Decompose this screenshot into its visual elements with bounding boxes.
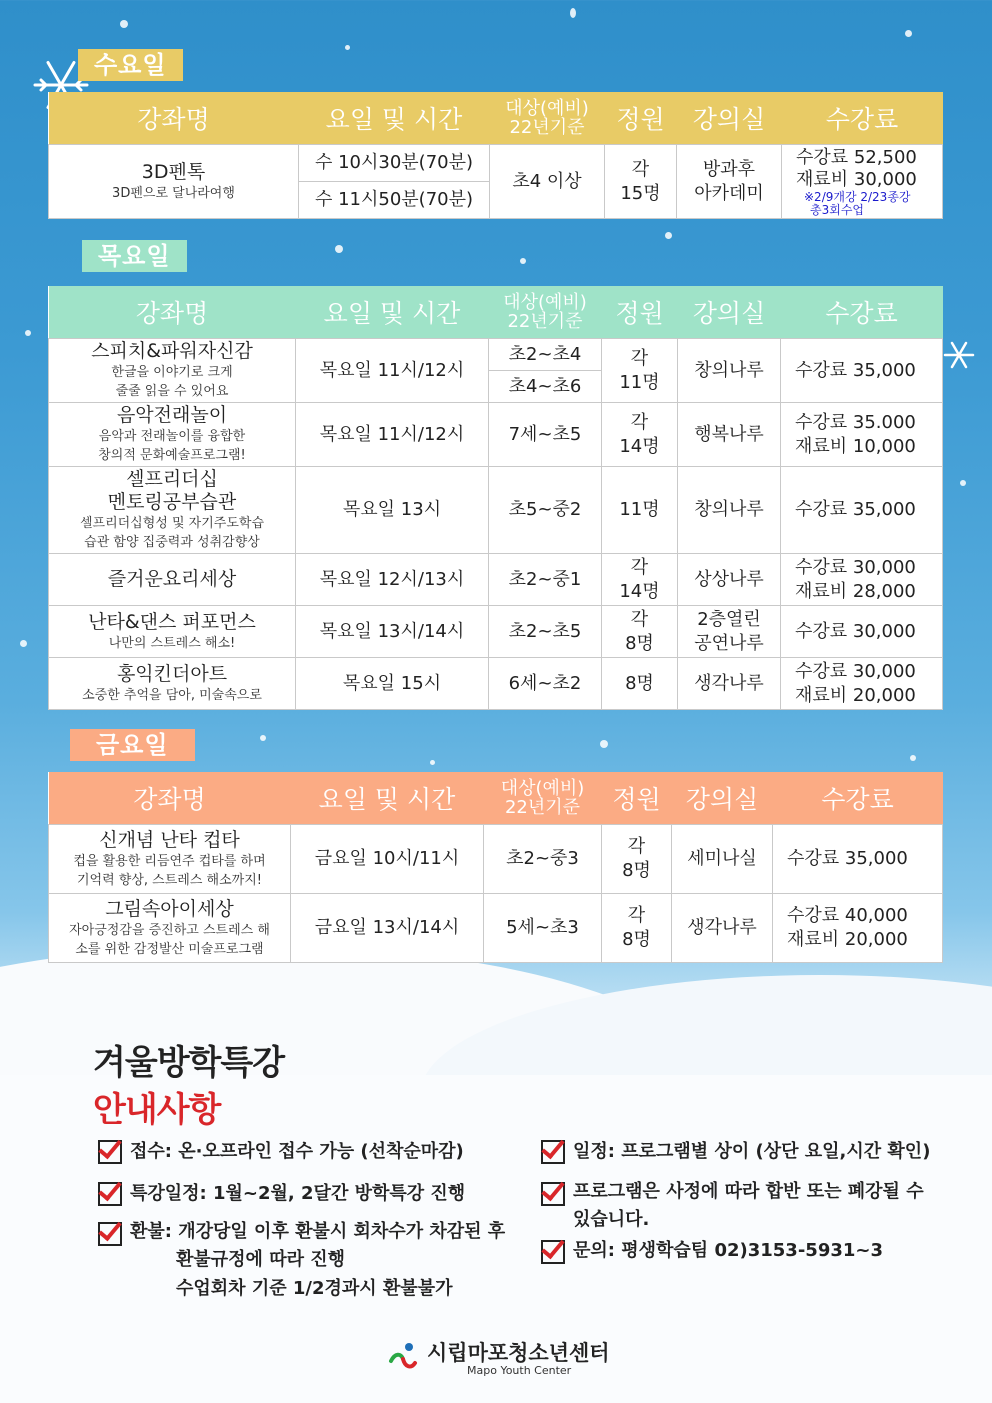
time-cell: 금요일 10시/11시: [291, 825, 484, 894]
header-fee: 수강료: [781, 286, 943, 339]
capacity-cell: 각 15명: [605, 145, 677, 219]
time-cell: 목요일 11시/12시: [296, 339, 489, 403]
target-cell: 5세~초3: [484, 894, 602, 963]
table-header-row: [49, 772, 943, 825]
time-cell: 수 11시50분(70분): [299, 182, 490, 219]
course-cell: 홍익킨더아트 소중한 추억을 담아, 미술속으로: [49, 658, 296, 710]
notice-item: 접수: 온·오프라인 접수 가능 (선착순마감): [130, 1141, 464, 1162]
fee-cell: 수강료 35,000: [781, 467, 943, 554]
time-cell: 목요일 15시: [296, 658, 489, 710]
capacity-cell: 각 8명: [602, 894, 672, 963]
capacity-cell: 각 14명: [602, 554, 678, 606]
thursday-schedule-table: [48, 286, 943, 710]
target-cell: 초2~초5: [489, 606, 602, 658]
day-tag-friday: 금요일: [70, 729, 195, 761]
header-course: 강좌명: [49, 286, 296, 339]
header-time: 요일 및 시간: [299, 92, 490, 145]
header-fee: 수강료: [773, 772, 943, 825]
header-capacity: 정원: [605, 92, 677, 145]
target-cell: 초2~중1: [489, 554, 602, 606]
checkbox-icon: [541, 1182, 565, 1206]
capacity-cell: 각 8명: [602, 825, 672, 894]
header-course: 강좌명: [49, 772, 291, 825]
checkbox-icon: [98, 1140, 122, 1164]
room-cell: 2층열린 공연나루: [678, 606, 781, 658]
room-cell: 창의나루: [678, 467, 781, 554]
notice-item: 일정: 프로그램별 상이 (상단 요일,시간 확인): [573, 1141, 931, 1162]
capacity-cell: 각 11명: [602, 339, 678, 403]
checkbox-icon: [98, 1222, 122, 1246]
target-cell: 초5~중2: [489, 467, 602, 554]
room-cell: 창의나루: [678, 339, 781, 403]
course-cell: 3D펜톡 3D펜으로 달나라여행: [49, 145, 299, 219]
table-row: [49, 825, 943, 894]
header-target: 대상(예비) 22년기준: [484, 772, 602, 825]
course-cell: 음악전래놀이 음악과 전래놀이를 융합한 창의적 문화예술프로그램!: [49, 403, 296, 467]
room-cell: 상상나루: [678, 554, 781, 606]
notice-item: 특강일정: 1월~2월, 2달간 방학특강 진행: [130, 1183, 466, 1204]
capacity-cell: 8명: [602, 658, 678, 710]
notice-item-line: 수업회차 기준 1/2경과시 환불불가: [176, 1278, 453, 1299]
header-capacity: 정원: [602, 772, 672, 825]
logo-mark-icon: [385, 1339, 421, 1375]
header-time: 요일 및 시간: [291, 772, 484, 825]
fee-cell: 수강료 35,000: [781, 339, 943, 403]
header-room: 강의실: [677, 92, 782, 145]
capacity-cell: 각 14명: [602, 403, 678, 467]
capacity-cell: 각 8명: [602, 606, 678, 658]
notice-item-line: 있습니다.: [573, 1209, 650, 1230]
target-cell: 초4 이상: [490, 145, 605, 219]
header-fee: 수강료: [782, 92, 943, 145]
target-cell: 초2~초4: [489, 339, 602, 371]
target-cell: 초2~중3: [484, 825, 602, 894]
table-row: [49, 658, 943, 710]
notice-item: 환불: 개강당일 이후 환불시 회차수가 차감된 후: [130, 1221, 506, 1242]
table-row: [49, 554, 943, 606]
notice-item: 프로그램은 사정에 따라 합반 또는 폐강될 수: [573, 1181, 924, 1202]
target-cell: 초4~초6: [489, 371, 602, 403]
time-cell: 목요일 13시/14시: [296, 606, 489, 658]
header-room: 강의실: [672, 772, 773, 825]
course-cell: 즐거운요리세상: [49, 554, 296, 606]
room-cell: 방과후 아카데미: [677, 145, 782, 219]
checkbox-icon: [541, 1140, 565, 1164]
course-cell: 신개념 난타 컵타 컵을 활용한 리듬연주 컵타를 하며 기억력 향상, 스트레스 해소까지!: [49, 825, 291, 894]
notice-item: 문의: 평생학습팀 02)3153-5931~3: [573, 1240, 883, 1261]
fee-cell: 수강료 52,500 재료비 30,000 ※2/9개강 2/23종강 총3회수업: [782, 145, 943, 219]
checkbox-icon: [541, 1240, 565, 1264]
fee-cell: 수강료 35,000: [773, 825, 943, 894]
fee-cell: 수강료 40,000 재료비 20,000: [773, 894, 943, 963]
notice-item-line: 환불규정에 따라 진행: [176, 1249, 346, 1270]
time-cell: 목요일 13시: [296, 467, 489, 554]
day-tag-wednesday: 수요일: [78, 49, 183, 81]
target-cell: 6세~초2: [489, 658, 602, 710]
capacity-cell: 11명: [602, 467, 678, 554]
notice-title: 겨울방학특강: [93, 1043, 285, 1083]
table-header-row: [49, 286, 943, 339]
header-room: 강의실: [678, 286, 781, 339]
header-target: 대상(예비) 22년기준: [489, 286, 602, 339]
room-cell: 세미나실: [672, 825, 773, 894]
table-row: [49, 467, 943, 554]
fee-cell: 수강료 30,000: [781, 606, 943, 658]
logo-korean-text: 시립마포청소년센터: [427, 1341, 610, 1365]
time-cell: 목요일 12시/13시: [296, 554, 489, 606]
target-cell: 7세~초5: [489, 403, 602, 467]
time-cell: 목요일 11시/12시: [296, 403, 489, 467]
friday-schedule-table: [48, 772, 943, 963]
table-row: [49, 606, 943, 658]
header-time: 요일 및 시간: [296, 286, 489, 339]
time-cell: 수 10시30분(70분): [299, 145, 490, 182]
header-course: 강좌명: [49, 92, 299, 145]
table-row: [49, 145, 943, 182]
checkbox-icon: [98, 1182, 122, 1206]
wednesday-schedule-table: [48, 92, 943, 219]
course-cell: 셀프리더십 멘토링공부습관 셀프리더십형성 및 자기주도학습 습관 함양 집중력과 성취감향상: [49, 467, 296, 554]
table-row: [49, 894, 943, 963]
day-tag-thursday: 목요일: [82, 240, 187, 272]
time-cell: 금요일 13시/14시: [291, 894, 484, 963]
course-cell: 난타&댄스 퍼포먼스 나만의 스트레스 해소!: [49, 606, 296, 658]
room-cell: 행복나루: [678, 403, 781, 467]
room-cell: 생각나루: [678, 658, 781, 710]
logo-english-text: Mapo Youth Center: [467, 1364, 572, 1377]
notice-subtitle: 안내사항: [93, 1090, 221, 1130]
fee-cell: 수강료 35.000 재료비 10,000: [781, 403, 943, 467]
table-row: [49, 339, 943, 371]
course-cell: 스피치&파워자신감 한글을 이야기로 크게 줄줄 읽을 수 있어요: [49, 339, 296, 403]
table-row: [49, 403, 943, 467]
course-cell: 그림속아이세상 자아긍정감을 증진하고 스트레스 해 소를 위한 감정발산 미술프로그램: [49, 894, 291, 963]
header-capacity: 정원: [602, 286, 678, 339]
snowflake-icon: [942, 338, 976, 372]
room-cell: 생각나루: [672, 894, 773, 963]
fee-cell: 수강료 30,000 재료비 20,000: [781, 658, 943, 710]
fee-cell: 수강료 30,000 재료비 28,000: [781, 554, 943, 606]
table-header-row: [49, 92, 943, 145]
header-target: 대상(예비) 22년기준: [490, 92, 605, 145]
